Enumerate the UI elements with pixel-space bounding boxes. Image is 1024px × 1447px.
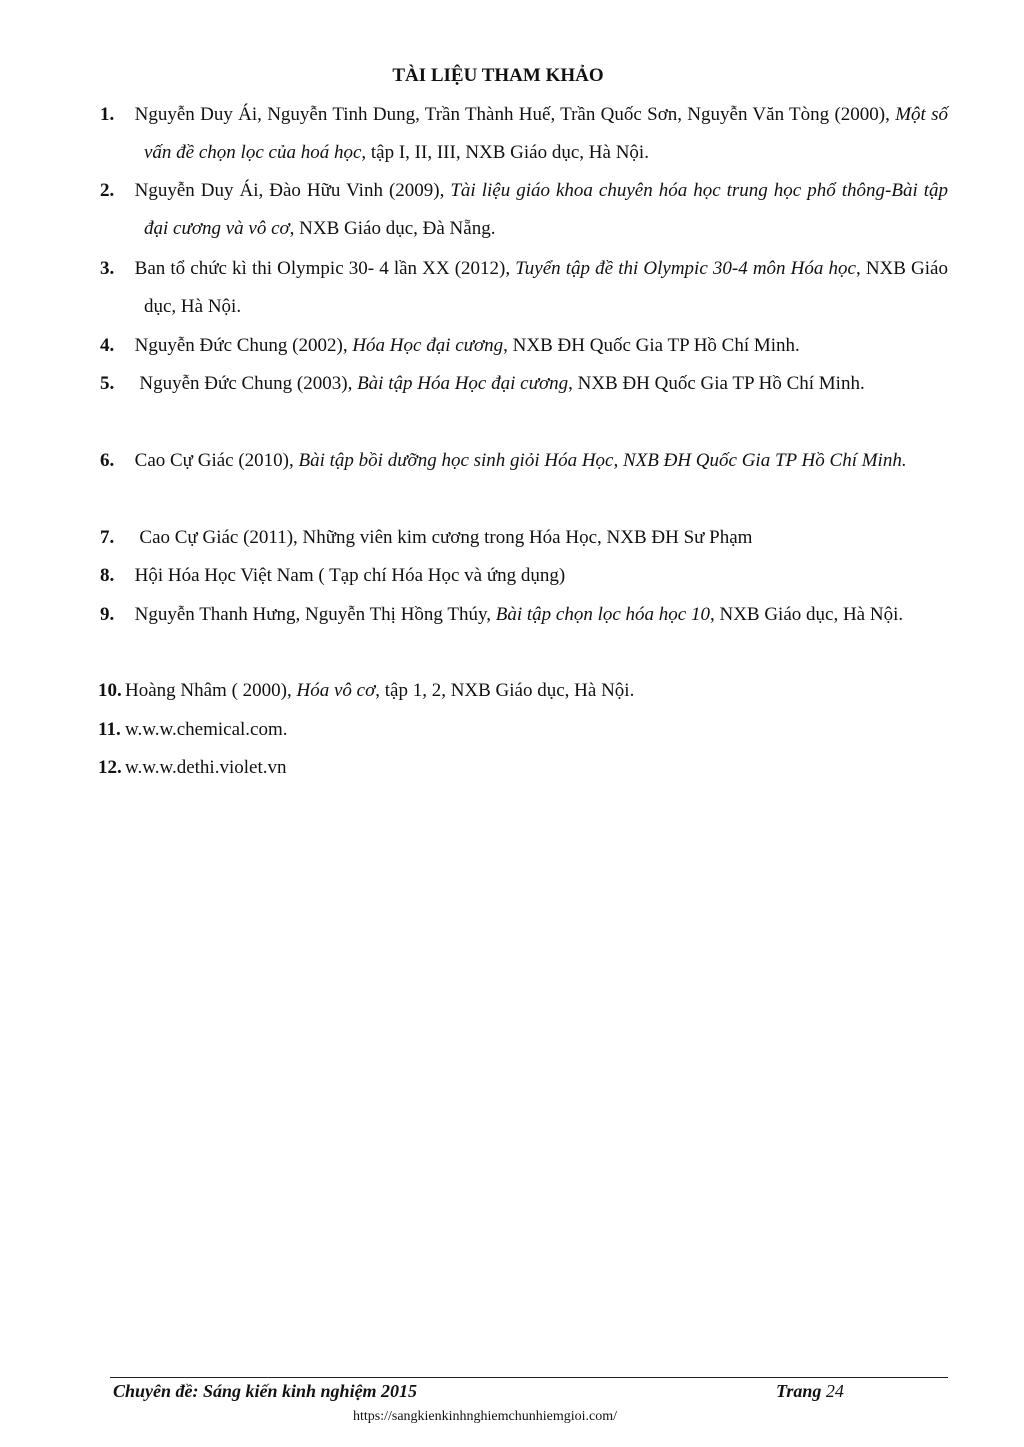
- reference-text: Nguyễn Duy Ái, Nguyễn Tinh Dung, Trần Thành Huế, Trần Quốc Sơn, Nguyễn Văn Tòng (2000),: [134, 104, 896, 125]
- footer-page-number: 24: [825, 1381, 844, 1401]
- reference-title: Hóa Học đại cương: [352, 335, 504, 356]
- reference-title: Bài tập Hóa Học đại cương: [357, 373, 569, 394]
- reference-item-1: [100, 96, 948, 172]
- reference-text: Ban tổ chức kì thi Olympic 30- 4 lần XX (2012),: [134, 258, 516, 279]
- reference-publisher: , NXB Giáo dục, Hà Nội.: [144, 258, 948, 317]
- reference-publisher: , NXB Giáo dục, Hà Nội.: [709, 604, 904, 625]
- reference-number: 11.: [98, 719, 121, 740]
- reference-publisher: , NXB Giáo dục, Đà Nẵng.: [289, 218, 496, 239]
- reference-number: 1.: [100, 104, 115, 125]
- reference-text: Cao Cự Giác (2010),: [134, 450, 299, 471]
- reference-title: Tài liệu giáo khoa chuyên hóa học trung học phổ thông-Bài tập đại cương và vô cơ: [144, 180, 949, 239]
- reference-text: w.w.w.dethi.violet.vn: [125, 757, 287, 778]
- reference-item-2: [100, 172, 948, 248]
- reference-item-11: [98, 711, 948, 749]
- reference-number: 12.: [98, 757, 122, 778]
- reference-number: 4.: [100, 335, 115, 356]
- reference-text: Cao Cự Giác (2011), Những viên kim cương trong Hóa Học, NXB ĐH Sư Phạm: [134, 527, 753, 548]
- reference-publisher: , NXB ĐH Quốc Gia TP Hồ Chí Minh.: [568, 373, 865, 394]
- reference-text: Nguyễn Thanh Hưng, Nguyễn Thị Hồng Thúy,: [134, 604, 496, 625]
- reference-text: Hoàng Nhâm ( 2000),: [125, 680, 297, 701]
- reference-title: Bài tập bồi dưỡng học sinh giỏi Hóa Học, NXB ĐH Quốc Gia TP Hồ Chí Minh.: [298, 450, 907, 471]
- reference-number: 2.: [100, 180, 115, 201]
- reference-text: Nguyễn Đức Chung (2003),: [134, 373, 358, 394]
- reference-number: 7.: [100, 527, 115, 548]
- reference-number: 8.: [100, 565, 115, 586]
- footer-url: https://sangkienkinhnghiemchunhiemgioi.com/: [352, 1409, 618, 1424]
- reference-number: 6.: [100, 450, 115, 471]
- reference-text: Hội Hóa Học Việt Nam ( Tạp chí Hóa Học và ứng dụng): [134, 565, 566, 586]
- reference-number: 3.: [100, 258, 115, 279]
- reference-item-4: [100, 327, 948, 365]
- reference-item-12: [98, 749, 948, 787]
- footer-page: [776, 1379, 844, 1403]
- footer-divider: [110, 1377, 948, 1378]
- reference-publisher: , NXB ĐH Quốc Gia TP Hồ Chí Minh.: [503, 335, 800, 356]
- page-title: TÀI LIỆU THAM KHẢO: [392, 65, 604, 86]
- reference-item-9: [100, 596, 948, 634]
- reference-text: Nguyễn Duy Ái, Đào Hữu Vinh (2009),: [134, 180, 451, 201]
- reference-text: w.w.w.chemical.com.: [125, 719, 288, 740]
- reference-publisher: , tập 1, 2, NXB Giáo dục, Hà Nội.: [375, 680, 635, 701]
- reference-title: Tuyển tập đề thi Olympic 30-4 môn Hóa học: [515, 258, 856, 279]
- reference-publisher: , tập I, II, III, NXB Giáo dục, Hà Nội.: [361, 142, 649, 163]
- reference-title: Một số vấn đề chọn lọc của hoá học: [144, 104, 948, 163]
- reference-number: 5.: [100, 373, 115, 394]
- reference-item-3: [100, 250, 948, 326]
- footer-page-label: Trang: [776, 1381, 822, 1401]
- reference-number: 9.: [100, 604, 115, 625]
- reference-text: Nguyễn Đức Chung (2002),: [134, 335, 353, 356]
- reference-title: Bài tập chọn lọc hóa học 10: [495, 604, 710, 625]
- footer-topic: Chuyên đề: Sáng kiến kinh nghiệm 2015: [113, 1381, 418, 1401]
- reference-title: Hóa vô cơ: [296, 680, 376, 701]
- reference-item-6: [100, 442, 948, 480]
- reference-item-8: [100, 557, 948, 595]
- reference-item-10: [98, 672, 948, 710]
- reference-number: 10.: [98, 680, 122, 701]
- reference-item-5: [100, 365, 948, 403]
- reference-item-7: [100, 519, 948, 557]
